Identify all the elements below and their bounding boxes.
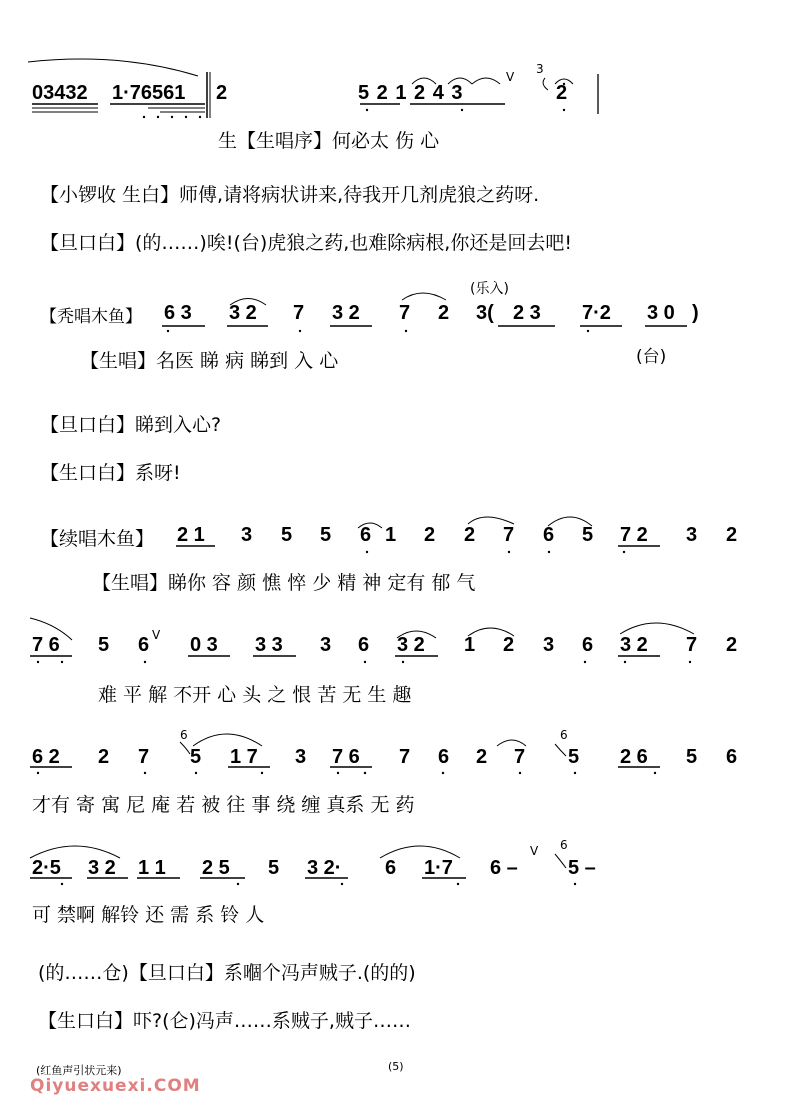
- note: 7: [399, 302, 411, 324]
- note: 2: [464, 524, 476, 546]
- note: 7: [399, 746, 411, 768]
- note: 6: [360, 524, 372, 546]
- note: 2 3: [513, 302, 541, 324]
- note: 6: [582, 634, 594, 656]
- note: 2 5: [202, 857, 230, 879]
- tai-mark: (台): [636, 347, 667, 367]
- note: 6: [543, 524, 555, 546]
- note: 6 2: [32, 746, 60, 768]
- note: 7·2: [582, 302, 611, 324]
- note: 1·7: [424, 857, 453, 879]
- note: 6: [726, 746, 738, 768]
- aria-label-xuchang: 【续唱木鱼】: [40, 528, 155, 550]
- note: 1: [464, 634, 476, 656]
- note: 6: [385, 857, 397, 879]
- notes-row1-b: 1·76561: [112, 82, 186, 104]
- note: 3 2: [229, 302, 257, 324]
- dialogue-line-6: 【生口白】吓?(仑)冯声……系贼子,贼子……: [38, 1010, 411, 1032]
- note: 2·5: [32, 857, 61, 879]
- note: 7 6: [32, 634, 60, 656]
- note: 5: [98, 634, 110, 656]
- note: 1: [385, 524, 397, 546]
- note: 3: [686, 524, 698, 546]
- lyrics-row10: 可 禁啊 解铃 还 需 系 铃 人: [32, 904, 265, 926]
- note: 2: [726, 634, 738, 656]
- dialogue-line-5: (的……仓)【旦口白】系嗰个冯声贼子.(的的): [38, 962, 416, 984]
- lyrics-row9: 才有 寄 寓 尼 庵 若 被 往 事 绕 缠 真系 无 药: [32, 794, 415, 816]
- note: 2 6: [620, 746, 648, 768]
- note: 5 –: [568, 857, 596, 879]
- aria-label-tuchang: 【秃唱木鱼】: [40, 307, 142, 327]
- note: 7 6: [332, 746, 360, 768]
- note: 3 2: [397, 634, 425, 656]
- note: 5: [268, 857, 280, 879]
- note: 3: [543, 634, 555, 656]
- note: 2: [98, 746, 110, 768]
- notes-row1-e: 2: [556, 82, 568, 104]
- note: 3: [241, 524, 253, 546]
- footer-note: (红鱼声引状元来): [36, 1064, 122, 1077]
- note: 3 0: [647, 302, 675, 324]
- notes-row1-a: 03432: [32, 82, 88, 104]
- note: 7: [503, 524, 515, 546]
- note: 3 2·: [307, 857, 342, 879]
- page-number: (5): [388, 1060, 404, 1073]
- note: 7: [686, 634, 698, 656]
- note: 0 3: [190, 634, 218, 656]
- note: 7 2: [620, 524, 648, 546]
- note: 3: [295, 746, 307, 768]
- note: 1 7: [230, 746, 258, 768]
- breath-mark: V: [530, 844, 539, 858]
- note: 6: [138, 634, 150, 656]
- grace-note: 6: [560, 728, 568, 742]
- note: 5: [582, 524, 594, 546]
- dialogue-line-3: 【旦口白】睇到入心?: [40, 414, 222, 436]
- dialogue-line-2: 【旦口白】(的……)唉!(台)虎狼之药,也难除病根,你还是回去吧!: [40, 232, 572, 254]
- dialogue-line-4: 【生口白】系呀!: [40, 462, 181, 484]
- note: 3(: [476, 302, 494, 324]
- watermark-text: Qiyuexuexi.COM: [30, 1076, 201, 1096]
- note: ): [692, 302, 699, 324]
- note: 7: [138, 746, 150, 768]
- lyrics-row4: 【生唱】名医 睇 病 睇到 入 心: [80, 350, 339, 372]
- note: 6 –: [490, 857, 518, 879]
- music-enter-note: (乐入): [470, 281, 509, 297]
- note: 6: [358, 634, 370, 656]
- grace-note: 3: [536, 62, 544, 76]
- note: 5: [190, 746, 202, 768]
- note: 3 2: [88, 857, 116, 879]
- note: 1 1: [138, 857, 166, 879]
- breath-mark: V: [506, 70, 515, 84]
- note: 2: [438, 302, 450, 324]
- notes-row1-c: 2: [216, 82, 228, 104]
- note: 5: [568, 746, 580, 768]
- note: 3 2: [620, 634, 648, 656]
- lyrics-row7: 【生唱】睇你 容 颜 憔 悴 少 精 神 定有 郁 气: [92, 572, 476, 594]
- note: 5: [686, 746, 698, 768]
- note: 5: [320, 524, 332, 546]
- note: 3 2: [332, 302, 360, 324]
- note: 2: [726, 524, 738, 546]
- note: 5: [281, 524, 293, 546]
- note: 6: [438, 746, 450, 768]
- grace-note: 6: [180, 728, 188, 742]
- note: 2: [503, 634, 515, 656]
- grace-note: 6: [560, 838, 568, 852]
- note: 7: [293, 302, 305, 324]
- lyrics-row1: 生【生唱序】何必太 伤 心: [218, 130, 440, 152]
- lyrics-row8: 难 平 解 不开 心 头 之 恨 苦 无 生 趣: [98, 684, 412, 706]
- note: 2: [424, 524, 436, 546]
- notes-row1-d: 5 2 1 2 4 3: [358, 82, 463, 104]
- breath-mark: V: [152, 628, 161, 642]
- note: 2: [476, 746, 488, 768]
- note: 6 3: [164, 302, 192, 324]
- note: 2 1: [177, 524, 205, 546]
- dialogue-line-1: 【小锣收 生白】师傅,请将病状讲来,待我开几剂虎狼之药呀.: [40, 184, 540, 206]
- note: 7: [514, 746, 526, 768]
- note: 3 3: [255, 634, 283, 656]
- note: 3: [320, 634, 332, 656]
